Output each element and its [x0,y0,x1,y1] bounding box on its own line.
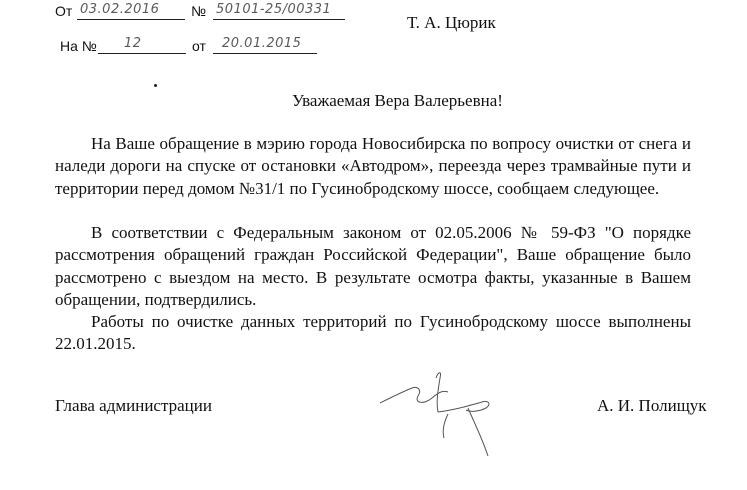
paragraph-1: На Ваше обращение в мэрию города Новосибирска по вопросу очистки от снега и наледи дороги на спуске от остановки «Автодром», переезда через трамвайные пути и территории перед домом №31/1 по Гусинобродскому шоссе, сообщаем следующее. [55,134,691,198]
signer-name: А. И. Полищук [597,396,707,415]
recipient-name: Т. А. Цюрик [407,13,496,32]
ref-date-handwritten: 20.01.2015 [222,36,302,51]
ref-number-underline [98,53,186,54]
from-label: От [55,3,73,19]
ref-number-handwritten: 12 [124,36,142,51]
number-underline [213,19,345,20]
ref-date-label: от [192,38,206,54]
handwritten-signature [378,368,503,460]
signatory-position: Глава администрации [55,396,212,415]
number-label: № [191,3,207,19]
paragraph-3: Работы по очистке данных территорий по Гусинобродскому шоссе выполнены 22.01.2015. [55,312,691,354]
ref-number-label: На № [60,38,97,54]
ref-date-underline [213,53,317,54]
greeting: Уважаемая Вера Валерьевна! [292,91,503,110]
from-date-underline [77,19,185,20]
from-date-handwritten: 03.02.2016 [80,2,160,17]
number-handwritten: 50101-25/00331 [216,2,332,17]
stray-mark [154,84,157,87]
paragraph-2: В соответствии с Федеральным законом от 02.05.2006 № 59-ФЗ "О порядке рассмотрения обращений граждан Российской Федерации", Ваше обращение было рассмотрено с выездом на место. В результате осмотра факты, указанные в Вашем обращении, подтвердились. [55,223,691,310]
